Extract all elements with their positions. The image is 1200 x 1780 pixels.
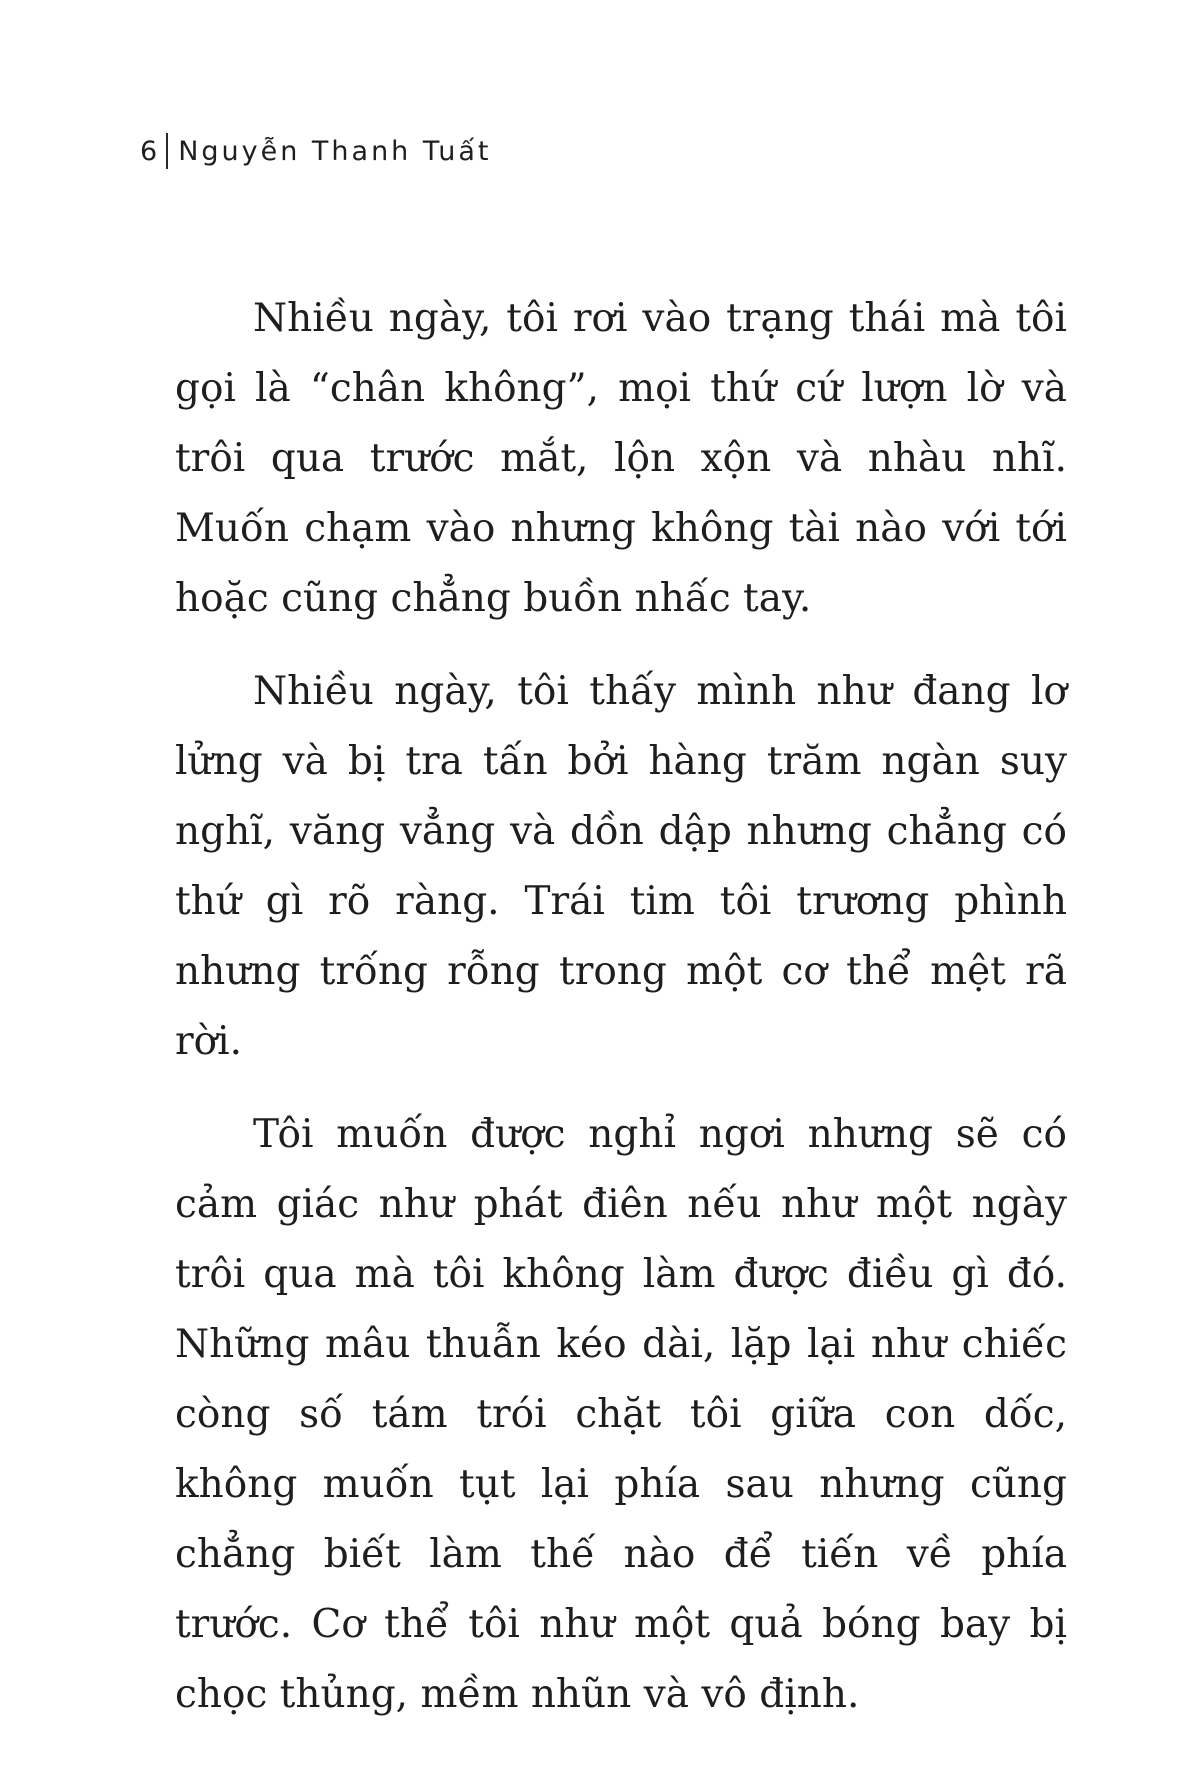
paragraph-2: Nhiều ngày, tôi thấy mình như đang lơ lửng và bị tra tấn bởi hàng trăm ngàn suy nghĩ, văng vẳng và dồn dập nhưng chẳng có thứ gì rõ ràng. Trái tim tôi trương phình nhưng trống rỗng trong một cơ thể mệt rã rời. [175,669,1067,1064]
paragraph-1: Nhiều ngày, tôi rơi vào trạng thái mà tôi gọi là “chân không”, mọi thứ cứ lượn lờ và trôi qua trước mắt, lộn xộn và nhàu nhĩ. Muốn chạm vào nhưng không tài nào với tới hoặc cũng chẳng buồn nhấc tay. [175,296,1067,621]
running-header [140,131,492,171]
paragraph-3: Tôi muốn được nghỉ ngơi nhưng sẽ có cảm giác như phát điên nếu như một ngày trôi qua mà tôi không làm được điều gì đó. Những mâu thuẫn kéo dài, lặp lại như chiếc còng số tám trói chặt tôi giữa con dốc, không muốn tụt lại phía sau nhưng cũng chẳng biết làm thế nào để tiến về phía trước. Cơ thể tôi như một quả bóng bay bị chọc thủng, mềm nhũn và vô định. [175,1112,1067,1717]
author-name: Nguyễn Thanh Tuất [178,135,492,167]
page-number: 6 [140,135,159,167]
body-text [175,284,1067,1730]
header-divider [166,133,168,169]
